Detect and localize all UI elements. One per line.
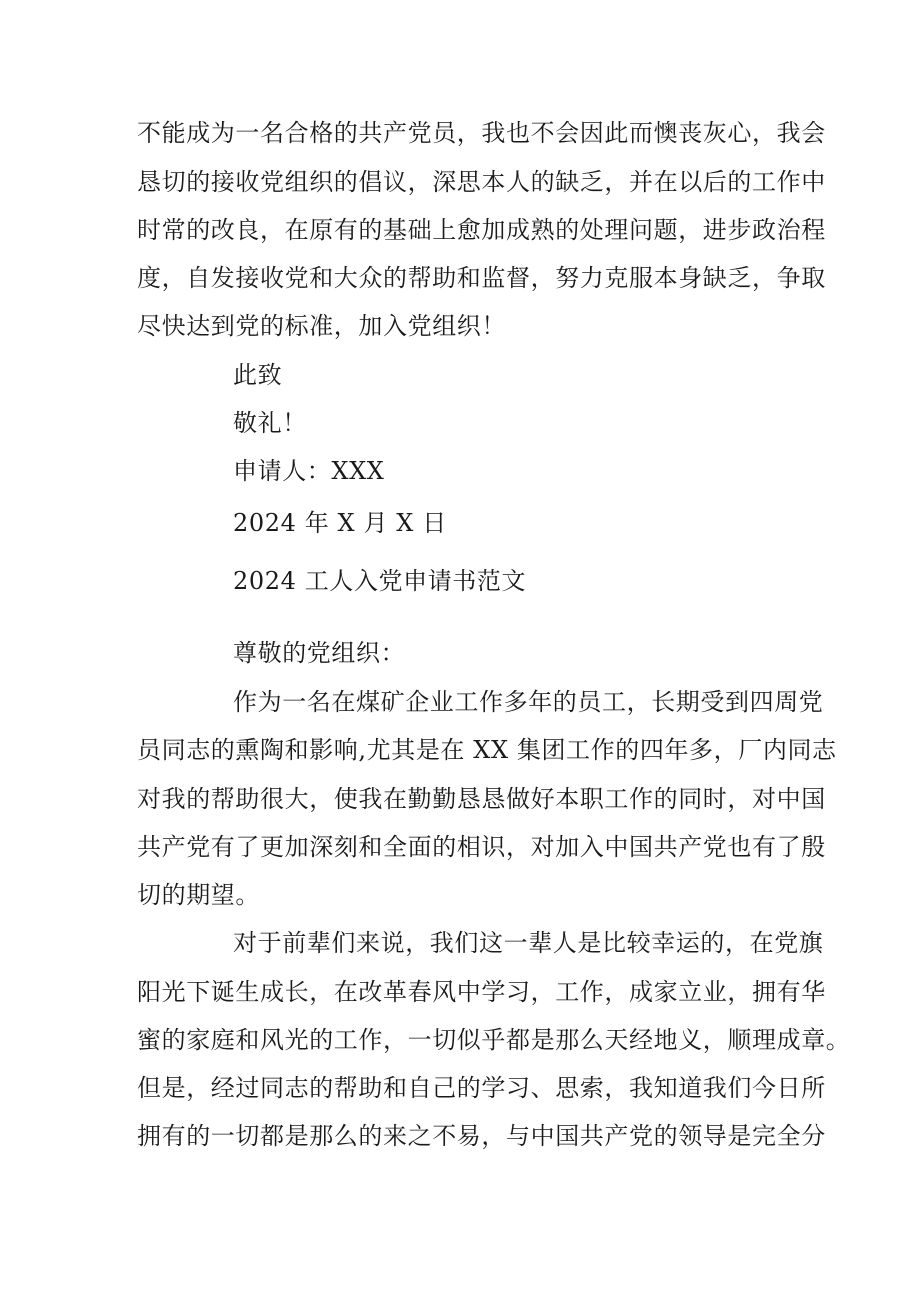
paragraph-line: 对于前辈们来说，我们这一辈人是比较幸运的，在党旗	[233, 929, 824, 957]
section-title: 2024 工人入党申请书范文	[233, 567, 527, 595]
paragraph-line: 切的期望。	[137, 881, 260, 909]
paragraph-line: 对我的帮助很大，使我在勤勤恳恳做好本职工作的同时，对中国	[137, 785, 826, 813]
paragraph-line: 不能成为一名合格的共产党员，我也不会因此而懊丧灰心，我会	[137, 119, 826, 147]
paragraph-line: 时常的改良，在原有的基础上愈加成熟的处理问题，进步政治程	[137, 216, 826, 244]
paragraph-line: 度，自发接收党和大众的帮助和监督，努力克服本身缺乏，争取	[137, 264, 826, 292]
closing-regards: 敬礼！	[233, 409, 307, 437]
paragraph-line: 蜜的家庭和风光的工作，一切似乎都是那么天经地义，顺理成章。	[137, 1026, 851, 1054]
paragraph-line: 作为一名在煤矿企业工作多年的员工，长期受到四周党	[233, 688, 824, 716]
paragraph-line: 共产党有了更加深刻和全面的相识，对加入中国共产党也有了殷	[137, 833, 826, 861]
closing-salutation: 此致	[233, 361, 283, 389]
paragraph-line: 拥有的一切都是那么的来之不易，与中国共产党的领导是完全分	[137, 1122, 826, 1150]
paragraph-line: 尽快达到党的标准，加入党组织！	[137, 312, 506, 340]
date-line: 2024 年 X 月 X 日	[233, 509, 447, 537]
paragraph-line: 阳光下诞生成长，在改革春风中学习，工作，成家立业，拥有华	[137, 978, 826, 1006]
paragraph-line: 恳切的接收党组织的倡议，深思本人的缺乏，并在以后的工作中	[137, 168, 826, 196]
applicant-signature: 申请人：XXX	[233, 457, 385, 485]
greeting: 尊敬的党组织：	[233, 639, 406, 667]
paragraph-line: 但是，经过同志的帮助和自己的学习、思索，我知道我们今日所	[137, 1074, 826, 1102]
paragraph-line: 员同志的熏陶和影响,尤其是在 XX 集团工作的四年多，厂内同志	[137, 736, 837, 764]
